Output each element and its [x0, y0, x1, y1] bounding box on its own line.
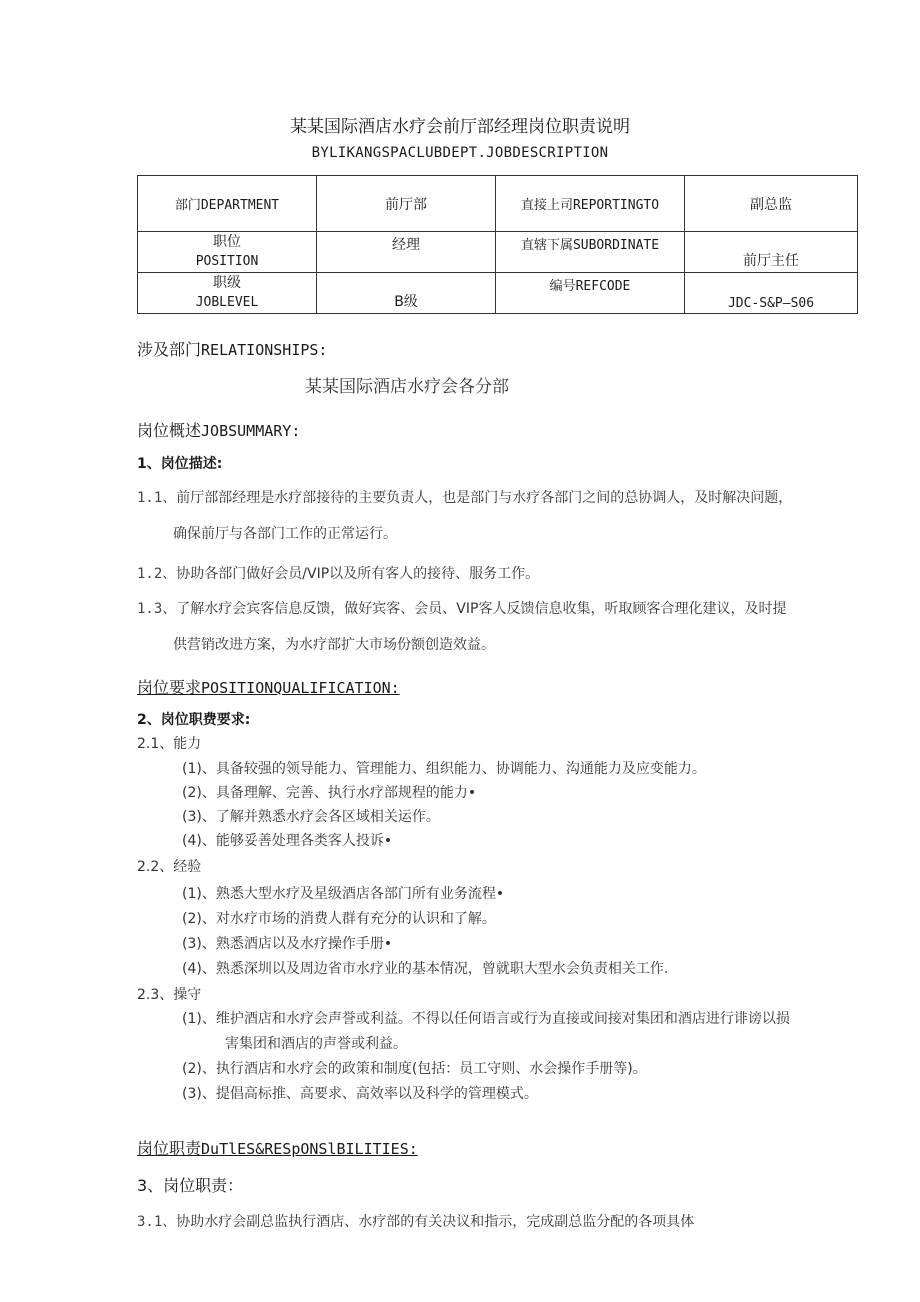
qualification-group-title: 2.2、经验 [137, 859, 202, 875]
qualification-heading [137, 675, 400, 698]
reporting-label: 直接上司REPORTINGTO [520, 198, 660, 213]
duties-heading-cn: 岗位职责 [137, 1139, 202, 1158]
qualification-item: (4)、能够妥善处理各类客人投诉• [182, 833, 393, 849]
qualification-heading-cn: 岗位要求 [137, 678, 202, 697]
qualification-item: (3)、提倡高标推、高要求、高效率以及科学的管理模式。 [182, 1086, 538, 1102]
qualification-item-continued: 害集团和酒店的声誉或利益。 [225, 1036, 407, 1052]
relationships-heading [137, 337, 327, 360]
page-title: 某某国际酒店水疗会前厅部经理岗位职责说明 [290, 117, 630, 137]
qualification-item: (3)、熟悉酒店以及水疗操作手册• [182, 936, 393, 952]
level-label-en: JOBLEVEL [195, 295, 259, 310]
job-info-table [137, 175, 858, 314]
position-label-cell [138, 232, 317, 273]
position-label-en: POSITION [195, 254, 259, 269]
summary-item-line2: 确保前厅与各部门工作的正常运行。 [173, 526, 397, 542]
summary-item [137, 563, 539, 583]
duties-heading [137, 1136, 418, 1159]
summary-item-line1: 前厅部部经理是水疗部接待的主要负责人，也是部门与水疗各部门之间的总协调人，及时解决问题， [176, 490, 793, 506]
qualification-subheading: 2、岗位职费要求: [137, 712, 251, 728]
summary-item [137, 487, 792, 507]
duties-item [137, 1211, 694, 1231]
qualification-item: (1)、具备较强的领导能力、管理能力、组织能力、协调能力、沟通能力及应变能力。 [182, 761, 706, 777]
qualification-group-title: 2.1、能力 [137, 736, 202, 752]
summary-item-line1: 了解水疗会宾客信息反馈，做好宾客、会员、VIP客人反馈信息收集，听取顾客合理化建议，及时提 [176, 601, 787, 617]
reporting-value: 副总监 [750, 196, 792, 213]
relationships-heading-en: RELATIONSHIPS: [201, 341, 328, 359]
summary-item-line1: 协助各部门做好会员/VIP以及所有客人的接待、服务工作。 [176, 566, 540, 582]
relationships-value: 某某国际酒店水疗会各分部 [305, 377, 509, 397]
summary-item-number: 1.1、 [137, 490, 177, 506]
summary-heading-cn: 岗位概述 [137, 421, 202, 440]
summary-heading-en: JOBSUMMARY: [201, 422, 301, 440]
position-value: 经理 [392, 237, 420, 253]
refcode-value: JDC-S&P—S06 [727, 296, 815, 311]
subordinate-value-cell [685, 232, 858, 273]
department-value: 前厅部 [385, 196, 427, 213]
subordinate-value: 前厅主任 [743, 253, 799, 269]
level-label-cn: 职级 [213, 275, 241, 291]
subordinate-label: 直辖下属SUBORDINATE [520, 238, 660, 253]
summary-item-number: 1.3、 [137, 601, 177, 617]
relationships-heading-cn: 涉及部门 [137, 340, 202, 359]
refcode-value-cell [685, 273, 858, 314]
duties-item-text: 协助水疗会副总监执行酒店、水疗部的有关决议和指示，完成副总监分配的各项具体 [176, 1214, 695, 1230]
duties-heading-en: DuTlES&RESpONSlBILITIES: [201, 1140, 418, 1158]
qualification-item: (1)、熟悉大型水疗及星级酒店各部门所有业务流程• [182, 886, 505, 902]
summary-item-number: 1.2、 [137, 566, 177, 582]
level-value: B级 [394, 294, 418, 310]
qualification-group-title: 2.3、操守 [137, 987, 202, 1003]
duties-item-number: 3.1、 [137, 1214, 177, 1230]
summary-item [137, 598, 786, 618]
qualification-item: (1)、维护酒店和水疗会声誉或利益。不得以任何语言或行为直接或间接对集团和酒店进行诽谤以损 [182, 1011, 790, 1027]
qualification-item: (4)、熟悉深圳以及周边省市水疗业的基本情况，曾就职大型水会负责相关工作. [182, 961, 669, 977]
refcode-label: 编号REFCODE [549, 279, 631, 294]
reporting-label-cell [496, 176, 685, 232]
qualification-item: (2)、具备理解、完善、执行水疗部规程的能力• [182, 785, 477, 801]
department-value-cell [317, 176, 496, 232]
qualification-item: (3)、了解并熟悉水疗会各区域相关运作。 [182, 809, 440, 825]
duties-subheading: 3、岗位职责： [137, 1176, 244, 1195]
level-value-cell [317, 273, 496, 314]
subordinate-label-cell [496, 232, 685, 273]
qualification-item: (2)、对水疗市场的消费人群有充分的认识和了解。 [182, 911, 496, 927]
department-label: 部门DEPARTMENT [174, 198, 280, 213]
refcode-label-cell [496, 273, 685, 314]
summary-item-line2: 供营销改进方案，为水疗部扩大市场份额创造效益。 [173, 637, 495, 653]
page-subtitle: BYLIKANGSPACLUBDEPT.JOBDESCRIPTION [311, 145, 609, 161]
reporting-value-cell [685, 176, 858, 232]
qualification-heading-en: POSITIONQUALIFICATION: [201, 679, 400, 697]
qualification-item: (2)、执行酒店和水疗会的政策和制度(包括：员工守则、水会操作手册等)。 [182, 1061, 647, 1077]
summary-heading [137, 418, 300, 441]
summary-subheading: 1、岗位描述: [137, 456, 223, 472]
department-label-cell [138, 176, 317, 232]
position-value-cell [317, 232, 496, 273]
level-label-cell [138, 273, 317, 314]
position-label-cn: 职位 [213, 234, 241, 250]
